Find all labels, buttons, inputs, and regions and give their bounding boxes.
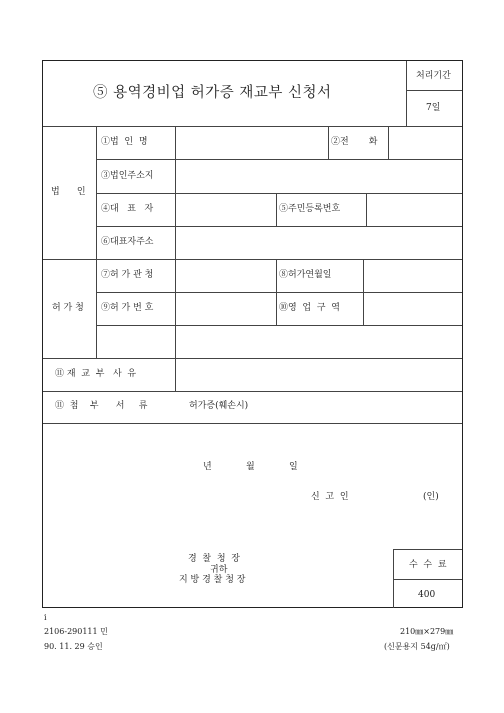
divider	[43, 423, 462, 424]
permit-date-label: ⑧허가연월일	[279, 270, 332, 280]
divider	[175, 358, 176, 391]
divider	[406, 90, 462, 91]
divider	[276, 259, 277, 325]
divider	[96, 325, 462, 326]
divider	[43, 259, 462, 260]
divider	[96, 126, 97, 358]
application-form	[42, 60, 463, 608]
divider	[96, 193, 462, 194]
permit-group-label: 허 가 청	[52, 303, 84, 313]
processing-period-value: 7일	[426, 103, 441, 113]
divider	[363, 259, 364, 325]
rep-address-label: ⑥대표자주소	[101, 237, 154, 247]
divider	[388, 126, 389, 159]
processing-period-label: 처리기간	[416, 71, 451, 81]
divider	[175, 126, 176, 358]
fee-label: 수 수 료	[409, 560, 447, 570]
divider	[43, 358, 462, 359]
divider	[393, 579, 462, 580]
seal-label: (인)	[423, 492, 439, 502]
form-code: 2106-290111 민	[44, 627, 108, 636]
corp-name-label: ①법 인 명	[101, 137, 148, 147]
fee-value: 400	[418, 590, 436, 600]
resident-no-label: ⑤주민등록번호	[279, 204, 341, 214]
divider	[393, 549, 394, 608]
applicant-label: 신 고 인	[311, 492, 349, 502]
attachments-value: 허가증(훼손시)	[189, 401, 249, 411]
divider	[328, 126, 329, 159]
phone-label: ②전 화	[331, 137, 378, 147]
corp-address-label: ③법인주소지	[101, 171, 154, 181]
permit-no-label: ⑨허 가 번 호	[101, 303, 154, 313]
date-line: 년 월 일	[203, 462, 298, 472]
reissue-reason-label: ⑪ 재 교 부 사 유	[55, 369, 137, 379]
paper-type: (신문용지 54g/㎡)	[384, 642, 450, 651]
divider	[393, 549, 462, 550]
paper-size: 210㎜×279㎜	[400, 627, 454, 636]
divider	[96, 292, 462, 293]
divider	[366, 193, 367, 226]
addressee-line2: 귀하	[210, 565, 228, 575]
approval-date: 90. 11. 29 승인	[44, 642, 103, 651]
permit-authority-label: ⑦허 가 관 청	[101, 270, 154, 280]
footer-mark: i	[44, 613, 47, 622]
divider	[96, 159, 462, 160]
representative-label: ④대 표 자	[101, 204, 154, 214]
divider	[96, 226, 462, 227]
form-title: ⑤ 용역경비업 허가증 재교부 신청서	[93, 85, 332, 101]
divider	[276, 193, 277, 226]
divider	[406, 61, 407, 126]
addressee-line1: 경 찰 청 장	[188, 554, 240, 564]
attachments-label: ⑪ 첨 부 서 류	[55, 401, 148, 411]
business-area-label: ⑩영 업 구 역	[279, 303, 340, 313]
addressee-line3: 지 방 경 찰 청 장	[179, 575, 246, 585]
divider	[43, 391, 462, 392]
corporation-group-label: 법 인	[51, 187, 86, 197]
divider	[43, 126, 462, 127]
